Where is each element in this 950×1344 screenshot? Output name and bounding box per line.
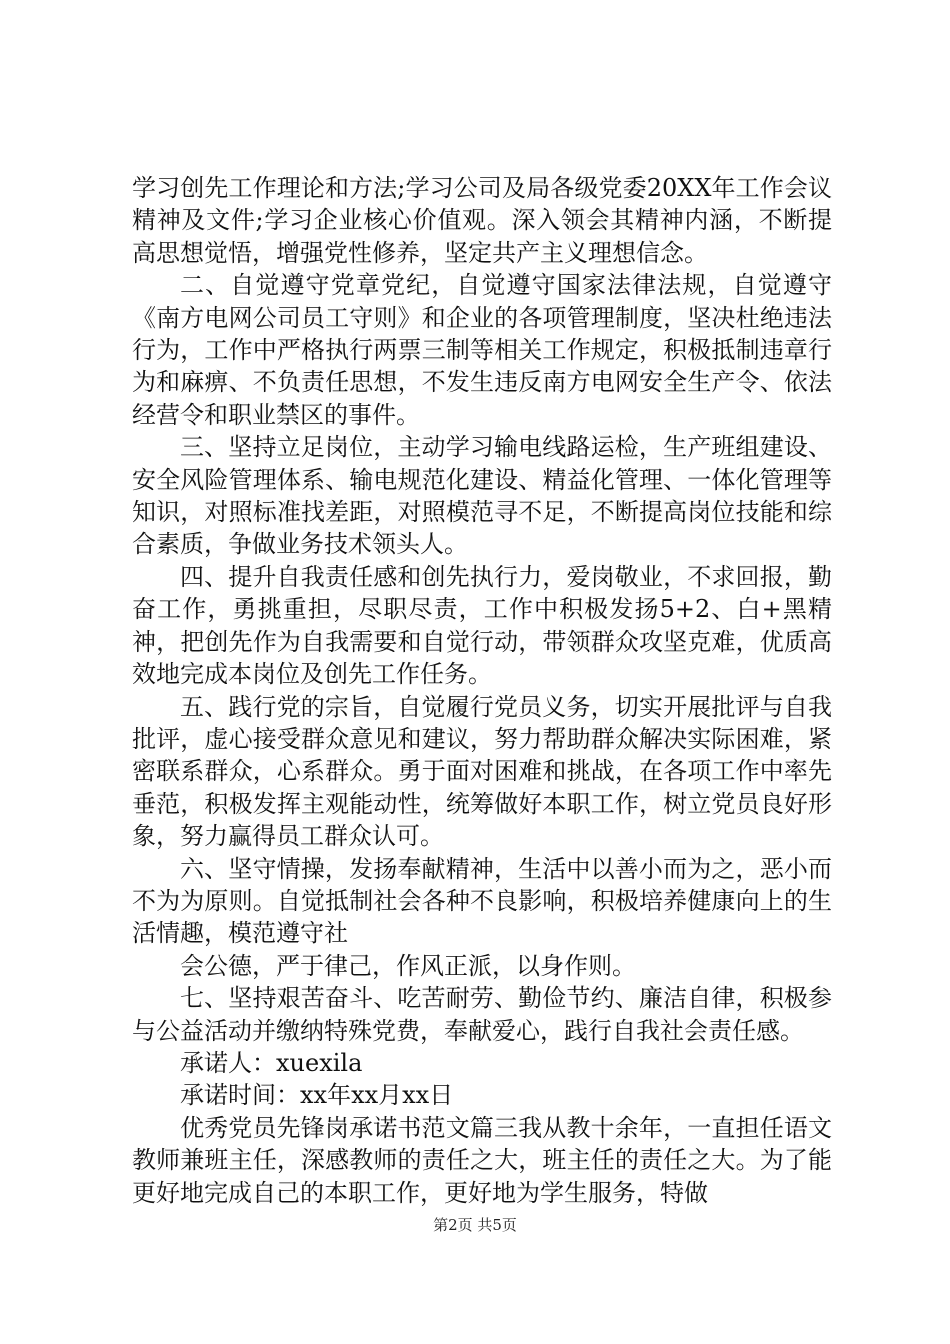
- paragraph-5: 五、践行党的宗旨，自觉履行党员义务，切实开展批评与自我批评，虚心接受群众意见和建议，努力帮助群众解决实际困难，紧密联系群众，心系群众。勇于面对困难和挑战，在各项工作中率先垂范，积极发挥主观能动性，统筹做好本职工作，树立党员良好形象，努力赢得员工群众认可。: [132, 692, 832, 851]
- paragraph-8: 七、坚持艰苦奋斗、吃苦耐劳、勤俭节约、廉洁自律，积极参与公益活动并缴纳特殊党费，奉献爱心，践行自我社会责任感。: [132, 984, 832, 1045]
- paragraph-4: 四、提升自我责任感和创先执行力，爱岗敬业，不求回报，勤奋工作，勇挑重担，尽职尽责，工作中积极发扬5+2、白+黑精神，把创先作为自我需要和自觉行动，带领群众攻坚克难，优质高效地完成本岗位及创先工作任务。: [132, 562, 832, 689]
- paragraph-6: 六、坚守情操，发扬奉献精神，生活中以善小而为之，恶小而不为为原则。自觉抵制社会各种不良影响，积极培养健康向上的生活情趣，模范遵守社: [132, 854, 832, 948]
- paragraph-1: 学习创先工作理论和方法;学习公司及局各级党委20XX年工作会议精神及文件;学习企业核心价值观。深入领会其精神内涵，不断提高思想觉悟，增强党性修养，坚定共产主义理想信念。: [132, 174, 832, 267]
- promise-date-line: 承诺时间：xx年xx月xx日: [180, 1081, 454, 1110]
- paragraph-7: 会公德，严于律己，作风正派，以身作则。: [180, 951, 636, 980]
- document-body: [132, 172, 832, 1209]
- paragraph-2: 二、自觉遵守党章党纪，自觉遵守国家法律法规，自觉遵守《南方电网公司员工守则》和企业的各项管理制度，坚决杜绝违法行为，工作中严格执行两票三制等相关工作规定，积极抵制违章行为和麻痹、不负责任思想，不发生违反南方电网安全生产令、依法经营令和职业禁区的事件。: [132, 271, 832, 429]
- paragraph-3: 三、坚持立足岗位，主动学习输电线路运检，生产班组建设、安全风险管理体系、输电规范化建设、精益化管理、一体化管理等知识，对照标准找差距，对照模范寻不足，不断提高岗位技能和综合素质，争做业务技术领头人。: [132, 433, 832, 559]
- paragraph-11: 优秀党员先锋岗承诺书范文篇三我从教十余年，一直担任语文教师兼班主任，深感教师的责任之大，班主任的责任之大。为了能更好地完成自己的本职工作，更好地为学生服务，特做: [132, 1113, 832, 1207]
- promisor-line: 承诺人：xuexila: [180, 1048, 363, 1077]
- page-number-footer: 第2页 共5页: [433, 1216, 517, 1234]
